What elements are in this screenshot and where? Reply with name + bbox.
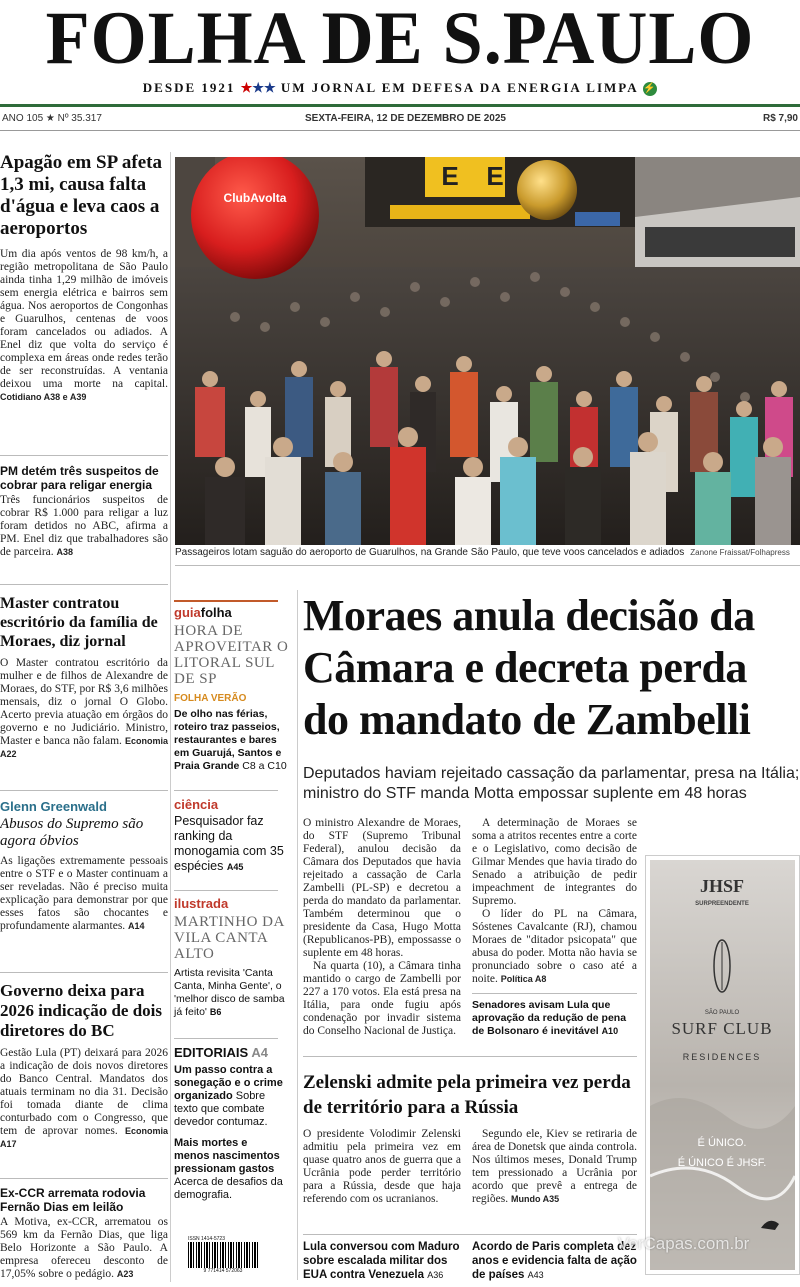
ad-city: SÃO PAULO <box>704 1010 740 1016</box>
column-title: Abusos do Supremo são agora óbvios <box>0 816 144 849</box>
editorial-item: Um passo contra a sonegação e o crime organizado Sobre texto que combate devedor contumaz. <box>174 1064 283 1128</box>
story-ccr[interactable] <box>0 1186 168 1281</box>
ciencia-box[interactable] <box>174 797 294 875</box>
guia-kicker: FOLHA VERÃO <box>174 693 247 704</box>
story-body: Três funcionários suspeitos de cobrar R$ 1.000 para religar a luz foram detidos no ABC, afirma a PM. Enel diz que trabalhadores são de parceira. A38 <box>0 494 168 558</box>
ad-artwork <box>646 856 799 1274</box>
column-author: Glenn Greenwald <box>0 799 107 814</box>
editoriais-label: EDITORIAIS A4 <box>174 1045 268 1060</box>
masthead-rule <box>0 104 800 107</box>
guia-headline: HORA DE APROVEITAR O LITORAL SUL DE SP <box>174 623 289 687</box>
dateline-rule <box>0 130 800 131</box>
story-body: A Motiva, ex-CCR, arrematou os 569 km da Fernão Dias, que liga Belo Horizonte a São Paulo. A empresa ofereceu desconto de 17,05% sobre o pedágio. A23 <box>0 1216 168 1280</box>
story-body: Um dia após ventos de 98 km/h, a região metropolitana de São Paulo ainda tinha 1,29 milhão de imóveis sem energia elétrica e bairros sem água. Nos aeroportos de Congonhas e Guarulhos, centenas de voos foram cancelados ou adiados. A Enel diz que volta do serviço é complexa em áreas onde redes terão de ser reconstruídas. A ventania deixou uma morte na capital. Cotidiano A38 e A39 <box>0 248 168 402</box>
editorial-item: Mais mortes e menos nascimentos pressionam gastos Acerca de desafios da demografia. <box>174 1137 283 1201</box>
sub-story-senadores[interactable]: Senadores avisam Lula que aprovação da redução de pena de Bolsonaro é inevitável A10 <box>472 999 627 1037</box>
barcode <box>188 1236 258 1278</box>
issn-label: ISSN 1414-5723 <box>188 1236 225 1242</box>
ilustrada-headline: MARTINHO DA VILA CANTA ALTO <box>174 914 285 962</box>
guia-brand: guiafolha <box>174 605 232 620</box>
edition-number: ANO 105 ★ Nº 35.317 <box>2 113 102 124</box>
ad-name: SURF CLUB <box>671 1019 773 1038</box>
jhsf-advertisement[interactable] <box>645 855 800 1275</box>
column-divider <box>297 590 298 1280</box>
main-headline[interactable]: Moraes anula decisão da Câmara e decreta perda do mandato de Zambelli <box>303 591 755 744</box>
dateline <box>0 113 800 127</box>
ad-line-2: É ÚNICO É JHSF. <box>677 1157 767 1169</box>
main-deck: Deputados haviam rejeitado cassação da parlamentar, presa na Itália; ministro do STF manda Motta empossar suplente em 48 horas <box>303 765 800 802</box>
story-apagao[interactable] <box>0 152 168 404</box>
story-body: O Master contratou escritório da mulher e de filhos de Alexandre de Moraes, do STF, por R$ 3,6 milhões mensais, diz o jornal O Globo. Acerto previa atuação em órgãos do governo e no Judiciário. Ministro, Master e banca não falam. Economia A22 <box>0 657 168 759</box>
ilustrada-label: ilustrada <box>174 896 229 911</box>
gate-sign-e: E <box>441 161 459 191</box>
newspaper-title: FOLHA DE S.PAULO <box>45 0 755 81</box>
barcode-bars <box>188 1242 258 1268</box>
divider <box>0 584 168 585</box>
issue-date: SEXTA-FEIRA, 12 DE DEZEMBRO DE 2025 <box>305 113 506 124</box>
story-headline: Apagão em SP afeta 1,3 mi, causa falta d'água e leva caos a aeroportos <box>0 152 163 239</box>
story-body: Gestão Lula (PT) deixará para 2026 a indicação de dois novos diretores do Banco Central. Mandatos dos atuais terminam no dia 31. Decisão foi tomada diante de clima conturbado com o Congresso, que tem de aprovar nomes. Economia A17 <box>0 1047 168 1149</box>
airport-crowd-image <box>175 157 800 545</box>
divider <box>0 790 168 791</box>
divider <box>175 565 800 566</box>
balloon-sign: ClubAvolta <box>223 191 287 205</box>
photo-credit: Zanone Fraissat/Folhapress <box>690 548 790 557</box>
bottom-story-paris[interactable]: Acordo de Paris completa dez anos e evidencia falta de ação de países A43 <box>472 1241 637 1281</box>
watermark: VerCapas.com.br <box>618 1234 750 1253</box>
column-greenwald[interactable] <box>0 799 168 933</box>
ilustrada-box[interactable] <box>174 896 294 1019</box>
airport-photo[interactable] <box>175 157 800 545</box>
divider <box>0 972 168 973</box>
ciencia-label: ciência <box>174 797 219 812</box>
ad-brand-sub: SURPREENDENTE <box>695 901 749 907</box>
ad-line-1: É ÚNICO. <box>697 1137 747 1149</box>
divider <box>303 1056 637 1057</box>
ciencia-body: Pesquisador faz ranking da monogamia com 35 espécies A45 <box>174 814 284 873</box>
main-body-col2: A determinação de Moraes se soma a atritos recentes entre a corte e o Legislativo, como decisão de Gilmar Mendes que havia tirado do Senado a atribuição de pedir impeachment de integrantes do Supremo. O líder do PL na Câmara, Sóstenes Cavalcante (RJ), chamou Moraes de "ditador psicopata" que abusa do poder. Motta não havia se pronunciado sobre o caso até a noite. Política A8 <box>472 817 637 985</box>
price: R$ 7,90 <box>762 113 798 124</box>
masthead <box>0 0 800 105</box>
divider <box>303 1234 637 1235</box>
story-headline: Governo deixa para 2026 indicação de dois diretores do BC <box>0 981 162 1040</box>
since-label: DESDE 1921 <box>142 80 236 95</box>
tagline: UM JORNAL EM DEFESA DA ENERGIA LIMPA <box>280 80 638 95</box>
divider <box>174 890 278 891</box>
divider <box>174 790 278 791</box>
guia-body: De olho nas férias, roteiro traz passeios, restaurantes e bares em Guarujá, Santos e Praia Grande C8 a C10 <box>174 708 287 772</box>
guia-rule <box>174 600 278 602</box>
ad-brand: JHSF <box>699 876 745 896</box>
stars-icon: ★★★ <box>240 80 276 95</box>
guia-folha-box[interactable] <box>174 605 294 773</box>
editoriais-box[interactable] <box>174 1045 284 1202</box>
column-divider <box>170 152 171 1282</box>
story-headline: PM detém três suspeitos de cobrar para religar energia <box>0 464 159 492</box>
zelenski-headline[interactable]: Zelenski admite pela primeira vez perda de território para a Rússia <box>303 1072 631 1118</box>
photo-caption: Passageiros lotam saguão do aeroporto de Guarulhos, na Grande São Paulo, que teve voos cancelados e adiados Zanone Fraissat/Folhapress <box>175 547 790 558</box>
divider <box>472 993 637 994</box>
ad-residences: RESIDENCES <box>682 1052 762 1062</box>
column-body: As ligações extremamente pessoais entre o STF e o Master continuam a ser reveladas. Não é preciso muita explicação para demonstrar por que esses fatos são chocantes e profundamente alarmantes. A14 <box>0 855 168 932</box>
story-headline: Master contratou escritório da família de Moraes, diz jornal <box>0 595 158 650</box>
barcode-digits: 9 771414 572063 <box>203 1268 243 1274</box>
story-master[interactable] <box>0 594 168 761</box>
divider <box>174 1038 278 1039</box>
zelenski-body-col1: O presidente Volodimir Zelenski admitiu pela primeira vez em quase quatro anos de guerra que a Ucrânia pode perder território para a Rússia, desde que haja referendo com os ucranianos. <box>303 1128 461 1205</box>
masthead-subline <box>0 80 800 96</box>
zelenski-body-col2: Segundo ele, Kiev se retiraria de área de Donetsk que ainda controla. Nos últimos meses, Donald Trump tem pressionado a Ucrânia por acordo que prevê a entrega de regiões. Mundo A35 <box>472 1128 637 1205</box>
bottom-story-maduro[interactable]: Lula conversou com Maduro sobre escalada militar dos EUA contra Venezuela A36 <box>303 1241 460 1281</box>
divider <box>0 455 168 456</box>
story-bc[interactable] <box>0 981 168 1151</box>
ilustrada-body: Artista revisita 'Canta Canta, Minha Gente', o 'melhor disco de samba já feito' B6 <box>174 967 285 1018</box>
story-headline: Ex-CCR arremata rodovia Fernão Dias em leilão <box>0 1186 146 1214</box>
divider <box>0 1178 168 1179</box>
story-pm[interactable] <box>0 464 168 559</box>
leaf-icon: ⚡ <box>643 83 658 95</box>
gate-sign-e: E <box>486 161 504 191</box>
main-body-col1: O ministro Alexandre de Moraes, do STF (Supremo Tribunal Federal), anulou decisão da Câmara dos Deputados que havia rejeitado a cassação de Carla Zambelli (PL-SP) e decretou a perda do mandato da parlamentar. Também determinou que o presidente da Casa, Hugo Motta (Republicanos-PB), empossasse o suplente em 48 horas. Na quarta (10), a Câmara tinha mantido o cargo de Zambelli por 227 a 170 votos. Ela está presa na Itália, para onde fugiu após condenação por invadir sistema do Conselho Nacional de Justiça. <box>303 817 461 1037</box>
